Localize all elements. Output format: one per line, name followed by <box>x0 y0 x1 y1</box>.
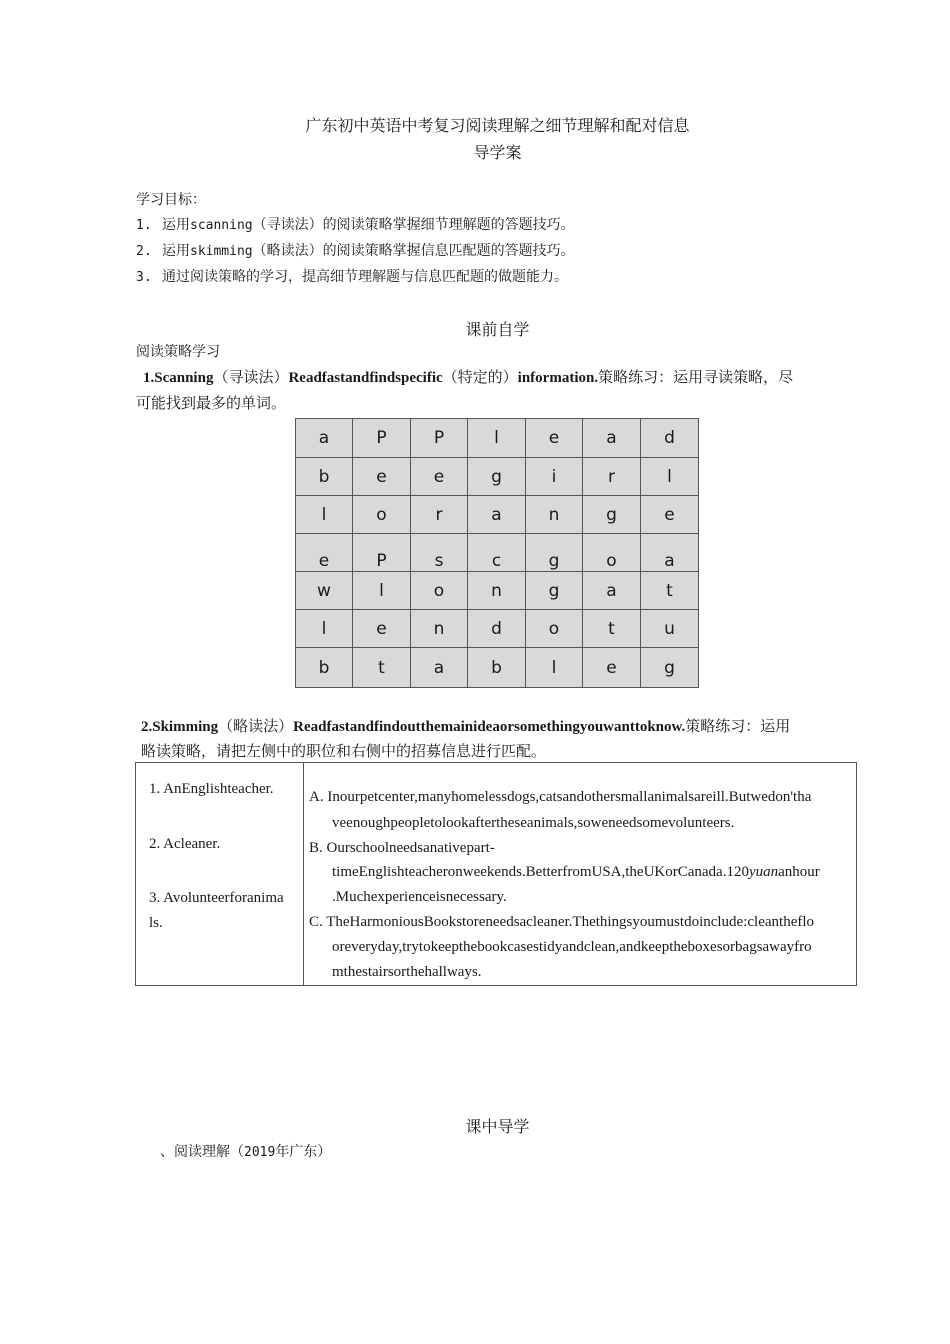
job-item-2: 2. Acleaner. <box>149 836 221 852</box>
ad-c-line3: mthestairsorthehallways. <box>332 964 482 980</box>
grid-cell: a <box>583 419 641 457</box>
grid-cell: r <box>411 496 468 534</box>
grid-cell: a <box>583 572 641 610</box>
ad-a-line1: A. Inourpetcenter,manyhomelessdogs,catsandothersmallanimalsareill.Butwedon'tha <box>309 789 812 805</box>
grid-row <box>296 457 698 496</box>
ad-c-line1: C. TheHarmoniousBookstoreneedsacleaner.Thethingsyoumustdoinclude:cleantheflo <box>309 914 815 930</box>
grid-cell: n <box>526 496 583 534</box>
grid-cell: b <box>296 458 353 496</box>
goal-item-1: 1. 运用scanning（寻读法）的阅读策略掌握细节理解题的答题技巧。 <box>136 217 575 233</box>
grid-cell: r <box>583 458 641 496</box>
ad-b-line1: B. Ourschoolneedsanativepart- <box>309 840 495 856</box>
grid-cell: e <box>583 648 641 688</box>
grid-cell: P <box>411 419 468 457</box>
grid-cell: e <box>411 458 468 496</box>
matching-table <box>135 762 857 986</box>
grid-cell: s <box>411 534 468 572</box>
section-heading-inclass: 课中导学 <box>465 1117 530 1136</box>
grid-cell: a <box>296 419 353 457</box>
grid-cell: t <box>583 610 641 648</box>
grid-cell: n <box>468 572 526 610</box>
reading-comprehension-item: 、阅读理解（2019年广东） <box>160 1144 332 1160</box>
grid-cell: a <box>664 551 675 571</box>
table-divider <box>303 763 304 985</box>
grid-row <box>296 647 698 688</box>
document-subtitle: 导学案 <box>473 143 522 162</box>
grid-row <box>296 533 698 572</box>
grid-cell: g <box>468 458 526 496</box>
goal-item-3: 3. 通过阅读策略的学习，提高细节理解题与信息匹配题的做题能力。 <box>136 269 568 285</box>
grid-cell: d <box>468 610 526 648</box>
grid-cell: o <box>526 610 583 648</box>
grid-cell: l <box>526 648 583 688</box>
word-search-grid <box>295 418 699 688</box>
grid-cell: e <box>353 458 411 496</box>
grid-row <box>296 495 698 534</box>
scanning-instruction: 1.Scanning（寻读法）Readfastandfindspecific（特定的）information.策略练习：运用寻读策略，尽 <box>143 368 794 386</box>
grid-cell: e <box>526 419 583 457</box>
grid-cell: g <box>583 496 641 534</box>
grid-cell: P <box>353 534 411 572</box>
grid-cell: P <box>353 419 411 457</box>
goals-heading: 学习目标： <box>136 192 206 208</box>
grid-cell: u <box>664 619 675 639</box>
job-item-3: 3. Avolunteerforanima <box>149 890 284 906</box>
grid-cell: g <box>526 572 583 610</box>
grid-cell: l <box>296 610 353 648</box>
grid-cell: e <box>296 534 353 572</box>
grid-cell: o <box>583 534 641 572</box>
scanning-instruction-line2: 可能找到最多的单词。 <box>136 394 287 412</box>
grid-row <box>296 571 698 610</box>
grid-cell: e <box>353 610 411 648</box>
subheading-reading-strategy: 阅读策略学习 <box>136 344 220 360</box>
grid-cell: b <box>468 648 526 688</box>
grid-cell: l <box>296 496 353 534</box>
grid-cell: n <box>411 610 468 648</box>
grid-cell: t <box>353 648 411 688</box>
section-heading-preclass: 课前自学 <box>465 320 530 339</box>
grid-row <box>296 419 698 457</box>
grid-cell: a <box>411 648 468 688</box>
grid-cell: o <box>353 496 411 534</box>
job-item-3-cont: ls. <box>149 915 163 931</box>
ad-c-line2: oreveryday,trytokeepthebookcasestidyandclean,andkeeptheboxesorbagsawayfro <box>332 939 812 955</box>
grid-cell: l <box>468 419 526 457</box>
grid-cell: t <box>666 581 673 601</box>
grid-cell: g <box>664 658 675 678</box>
grid-row <box>296 609 698 648</box>
grid-cell: g <box>526 534 583 572</box>
job-item-1: 1. AnEnglishteacher. <box>149 781 274 797</box>
grid-cell: i <box>526 458 583 496</box>
ad-a-line2: veenoughpeopletolookaftertheseanimals,soweneedsomevolunteers. <box>332 815 735 831</box>
skimming-instruction: 2.Skimming（略读法）Readfastandfindoutthemainideaorsomethingyouwanttoknow.策略练习：运用 <box>141 717 791 735</box>
grid-cell: l <box>353 572 411 610</box>
grid-cell: l <box>667 467 672 487</box>
grid-cell: b <box>296 648 353 688</box>
grid-cell: o <box>411 572 468 610</box>
grid-cell: a <box>468 496 526 534</box>
document-title: 广东初中英语中考复习阅读理解之细节理解和配对信息 <box>305 116 690 135</box>
grid-cell: d <box>664 428 675 448</box>
grid-cell: w <box>296 572 353 610</box>
ad-b-line2: timeEnglishteacheronweekends.BetterfromUSA,theUKorCanada.120yuananhour <box>332 864 820 880</box>
grid-cell: e <box>664 505 675 525</box>
ad-b-line3: .Muchexperienceisnecessary. <box>332 889 507 905</box>
grid-cell: c <box>468 534 526 572</box>
goal-item-2: 2. 运用skimming（略读法）的阅读策略掌握信息匹配题的答题技巧。 <box>136 243 575 259</box>
skimming-instruction-line2: 略读策略，请把左侧中的职位和右侧中的招募信息进行匹配。 <box>141 742 547 760</box>
